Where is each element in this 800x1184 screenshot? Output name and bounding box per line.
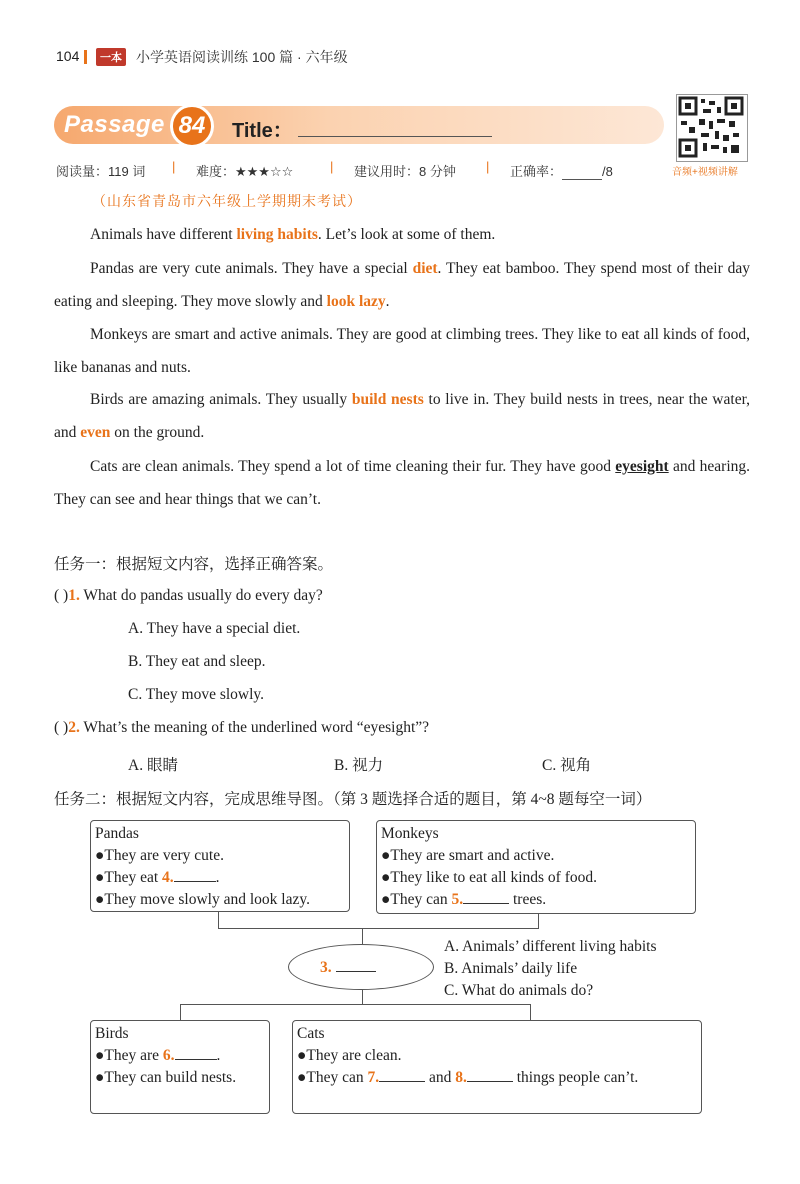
- info-separator: |: [330, 159, 334, 174]
- question-1: ( )1. What do pandas usually do every day?: [54, 587, 323, 604]
- header-divider: [84, 50, 87, 64]
- box-title: Monkeys: [381, 825, 439, 842]
- answer-paren-2[interactable]: ( ): [54, 719, 69, 736]
- accuracy: [510, 161, 613, 180]
- blank-3[interactable]: [336, 957, 376, 972]
- brand-logo: 一本: [96, 48, 126, 66]
- highlight-even: even: [80, 424, 111, 441]
- passage-label: Passage: [64, 111, 165, 138]
- info-separator: |: [486, 159, 490, 174]
- paragraph-3: Monkeys are smart and active animals. They are good at climbing trees. They like to eat all kinds of food, like bananas and nuts.: [54, 326, 750, 376]
- passage-number-badge: 84: [170, 104, 214, 148]
- book-title: 小学英语阅读训练 100 篇 · 六年级: [136, 49, 348, 65]
- connector-line: [218, 912, 219, 928]
- suggested-time: 建议用时：8 分钟: [354, 164, 456, 179]
- connector-line: [538, 914, 539, 928]
- highlight-diet: diet: [412, 260, 438, 277]
- difficulty-rating: 难度：★★★☆☆: [196, 164, 294, 179]
- option-2a[interactable]: A. 眼睛: [128, 757, 178, 774]
- page-number: 104: [56, 48, 80, 64]
- highlight-living-habits: living habits: [236, 226, 318, 243]
- blank-6[interactable]: [175, 1045, 217, 1060]
- paragraph-1: Animals have different living habits. Let’s look at some of them.: [90, 226, 496, 243]
- mindmap-box-birds: Birds ●They are 6. . ●They can build nests.: [90, 1020, 270, 1114]
- mindmap-box-cats: Cats ●They are clean. ●They can 7. and 8. things people can’t.: [292, 1020, 702, 1114]
- option-1c[interactable]: C. They move slowly.: [128, 686, 265, 703]
- connector-line: [218, 928, 539, 929]
- answer-paren-1[interactable]: ( ): [54, 587, 69, 604]
- mindmap-box-monkeys: Monkeys ●They are smart and active. ●They like to eat all kinds of food. ●They can 5. trees.: [376, 820, 696, 914]
- blank-7[interactable]: [379, 1067, 425, 1082]
- connector-line: [530, 1004, 531, 1020]
- task1-title: 任务一：根据短文内容，选择正确答案。: [54, 556, 334, 573]
- box-title: Cats: [297, 1025, 325, 1042]
- blank-5[interactable]: [463, 889, 509, 904]
- box-title: Birds: [95, 1025, 129, 1042]
- paragraph-4: Birds are amazing animals. They usually build nests to live in. They build nests in trees, near the water, and even on the ground.: [54, 391, 750, 441]
- title-label: Title：: [232, 120, 293, 142]
- qr-label: 音频+视频讲解: [672, 167, 738, 178]
- question-number: 1.: [68, 587, 80, 604]
- task2-title: 任务二：根据短文内容，完成思维导图。（第 3 题选择合适的题目，第 4~8 题每空一词）: [54, 791, 652, 808]
- paragraph-5: Cats are clean animals. They spend a lot of time cleaning their fur. They have good eyesight and hearing. They can see and hear things that we can’t.: [54, 458, 750, 508]
- connector-line: [362, 990, 363, 1004]
- blank-8[interactable]: [467, 1067, 513, 1082]
- question-number: 2.: [68, 719, 80, 736]
- blank-4[interactable]: [174, 867, 216, 882]
- underlined-eyesight: eyesight: [615, 458, 669, 475]
- qr-code-icon[interactable]: [676, 94, 748, 162]
- accuracy-blank[interactable]: [562, 167, 602, 180]
- option-1a[interactable]: A. They have a special diet.: [128, 620, 301, 637]
- accuracy-label: 正确率：: [510, 164, 563, 179]
- center-option-b[interactable]: B. Animals’ daily life: [444, 960, 578, 977]
- source-note: （山东省青岛市六年级上学期期末考试）: [92, 193, 362, 209]
- accuracy-total: /8: [602, 164, 613, 179]
- connector-line: [180, 1004, 531, 1005]
- question-2: ( )2. What’s the meaning of the underlined word “eyesight”?: [54, 719, 430, 736]
- center-blank-3: 3.: [320, 957, 376, 977]
- option-2c[interactable]: C. 视角: [542, 757, 592, 774]
- highlight-look-lazy: look lazy: [326, 293, 386, 310]
- center-option-c[interactable]: C. What do animals do?: [444, 982, 594, 999]
- connector-line: [362, 928, 363, 944]
- center-option-a[interactable]: A. Animals’ different living habits: [444, 938, 657, 955]
- info-separator: |: [172, 159, 176, 174]
- word-count: 阅读量：119 词: [56, 164, 146, 179]
- box-title: Pandas: [95, 825, 139, 842]
- highlight-build-nests: build nests: [351, 391, 424, 408]
- center-options: [444, 936, 657, 1002]
- mindmap-box-pandas: Pandas ●They are very cute. ●They eat 4. . ●They move slowly and look lazy.: [90, 820, 350, 912]
- paragraph-2: Pandas are very cute animals. They have a special diet. They eat bamboo. They spend most of their day eating and sleeping. They move slowly and look lazy.: [54, 260, 750, 310]
- option-2b[interactable]: B. 视力: [334, 757, 384, 774]
- option-1b[interactable]: B. They eat and sleep.: [128, 653, 266, 670]
- connector-line: [180, 1004, 181, 1020]
- title-blank-line[interactable]: [298, 136, 492, 137]
